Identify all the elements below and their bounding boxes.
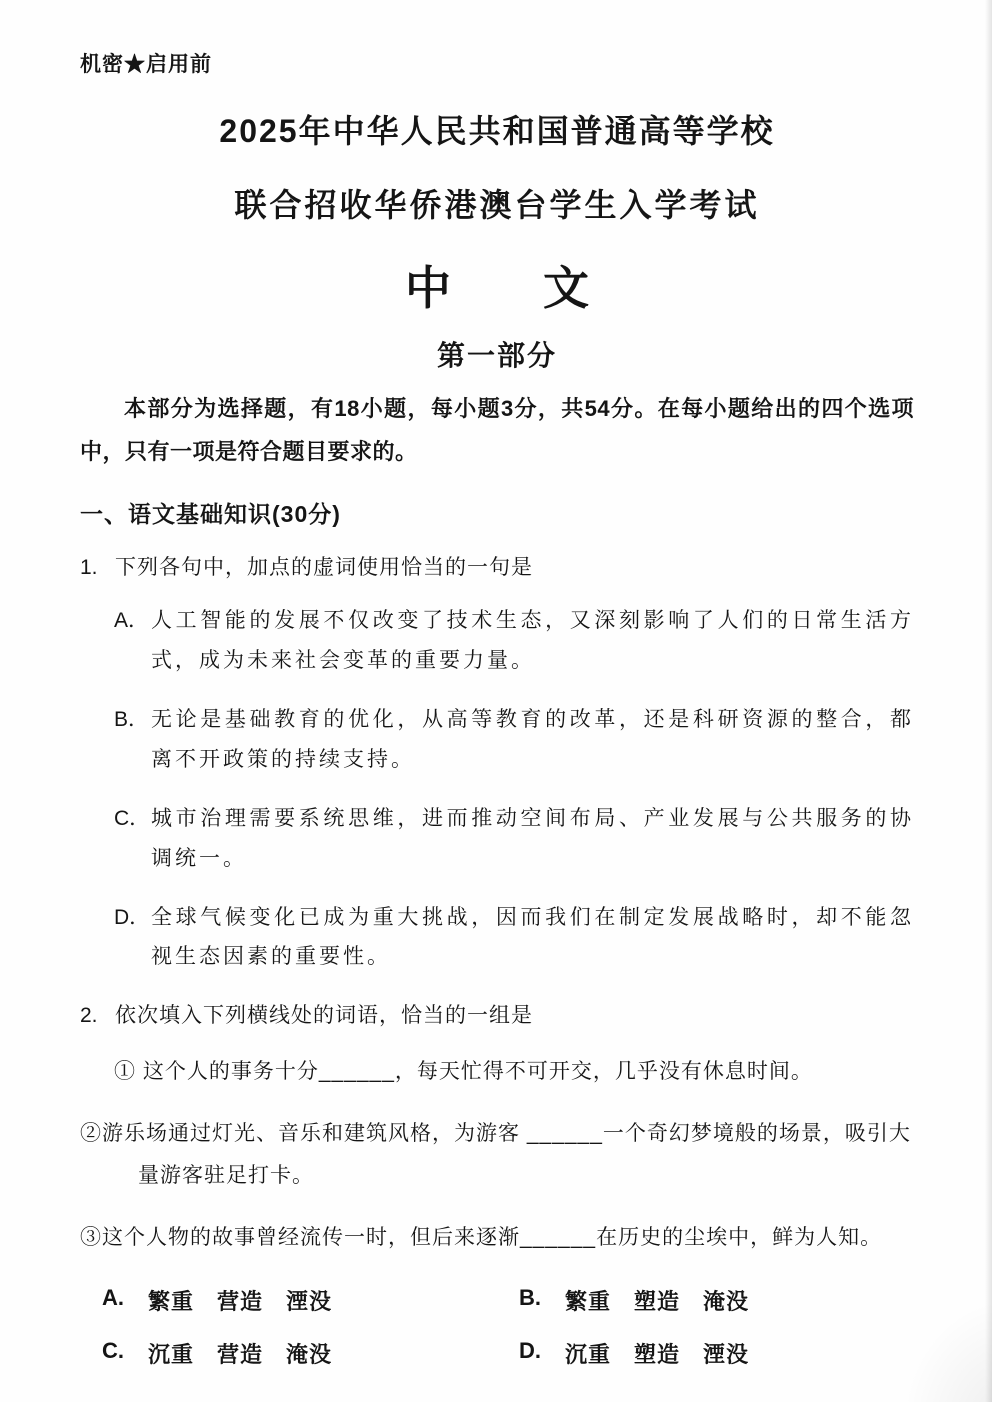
option-a-label: A． xyxy=(114,609,150,633)
question-1-option-b xyxy=(114,700,914,780)
choice-b-label: B. xyxy=(519,1284,541,1310)
choice-a-label: A. xyxy=(102,1284,124,1310)
question-2-blank-item-2: ②游乐场通过灯光、音乐和建筑风格，为游客 ______一个奇幻梦境般的场景，吸引大量游客驻足打卡。 xyxy=(80,1121,911,1187)
question-2-stem-row xyxy=(80,1001,914,1030)
choice-c-text: 沉重 营造 淹没 xyxy=(148,1341,333,1367)
choice-c-label: C. xyxy=(102,1337,124,1363)
subject-title: 中 文 xyxy=(405,262,589,314)
question-2-choices xyxy=(80,1285,914,1369)
choice-c xyxy=(80,1338,497,1369)
question-1-stem-row xyxy=(80,553,914,582)
option-b-label: B． xyxy=(114,707,150,731)
classification-banner: 机密★启用前 xyxy=(80,53,212,76)
choice-d-label: D. xyxy=(519,1337,541,1363)
question-2-number: 2. xyxy=(80,1004,98,1028)
choice-d-text: 沉重 塑造 湮没 xyxy=(565,1341,750,1367)
choice-d xyxy=(497,1338,914,1369)
choice-b-text: 繁重 塑造 淹没 xyxy=(565,1288,750,1314)
part-heading: 第一部分 xyxy=(436,340,557,371)
part-instructions: 本部分为选择题，有18小题，每小题3分，共54分。在每小题给出的四个选项中，只有一项是符合题目要求的。 xyxy=(80,396,914,464)
section-heading: 一、语文基础知识(30分) xyxy=(80,500,341,527)
option-c-label: C． xyxy=(114,806,151,830)
question-1-option-c xyxy=(114,799,914,879)
option-b-text: 无论是基础教育的优化，从高等教育的改革，还是科研资源的整合，都离不开政策的持续支持。 xyxy=(151,707,914,771)
option-a-text: 人工智能的发展不仅改变了技术生态，又深刻影响了人们的日常生活方式，成为未来社会变革的重要力量。 xyxy=(151,609,914,673)
choice-a xyxy=(80,1285,497,1316)
option-c-text: 城市治理需要系统思维，进而推动空间布局、产业发展与公共服务的协调统一。 xyxy=(151,806,914,870)
question-1-stem: 下列各句中，加点的虚词使用恰当的一句是 xyxy=(115,555,533,579)
exam-title-line2: 联合招收华侨港澳台学生入学考试 xyxy=(234,187,760,223)
option-d-label: D． xyxy=(114,905,151,929)
choice-a-text: 繁重 营造 湮没 xyxy=(148,1288,333,1314)
choice-b xyxy=(497,1285,914,1316)
question-1-option-d xyxy=(114,898,914,978)
question-2-stem: 依次填入下列横线处的词语，恰当的一组是 xyxy=(115,1004,533,1028)
question-1-option-a xyxy=(114,601,914,681)
question-2-blank-item-1: ① 这个人的事务十分______，每天忙得不可开交，几乎没有休息时间。 xyxy=(114,1059,813,1083)
question-2-blank-item-3: ③这个人物的故事曾经流传一时，但后来逐渐______在历史的尘埃中，鲜为人知。 xyxy=(80,1225,883,1249)
question-1-number: 1. xyxy=(80,555,98,579)
exam-title-line1: 2025年中华人民共和国普通高等学校 xyxy=(219,113,775,149)
option-d-text: 全球气候变化已成为重大挑战，因而我们在制定发展战略时，却不能忽视生态因素的重要性。 xyxy=(151,905,914,969)
